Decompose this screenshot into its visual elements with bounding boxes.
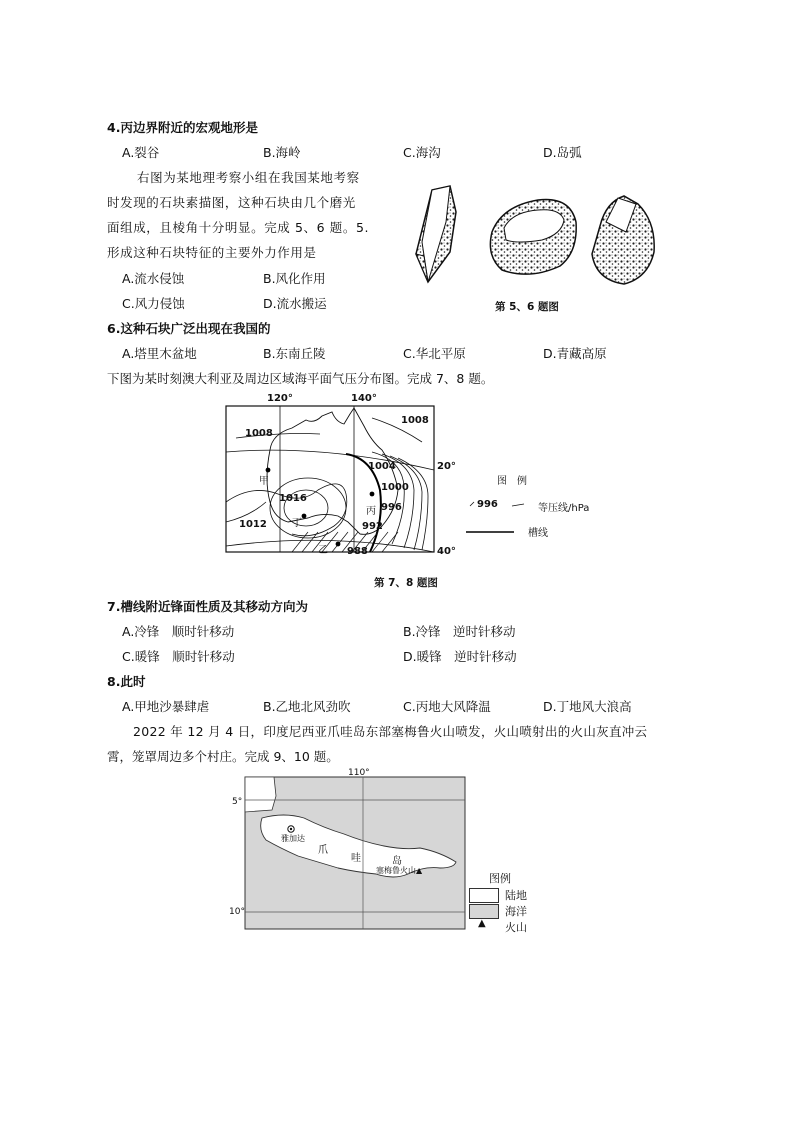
- legend-land-label: 陆地: [505, 889, 527, 902]
- q5-option-b: B.风化作用: [263, 271, 326, 286]
- point-bing: [370, 492, 375, 497]
- q4-option-c: C.海沟: [403, 145, 441, 160]
- isobar-label-1016: 1016: [279, 493, 307, 504]
- jakarta-label: 雅加达: [281, 834, 305, 843]
- q56-intro-line-4: 形成这种石块特征的主要外力作用是: [107, 245, 317, 260]
- point-ding: [302, 514, 307, 519]
- q56-intro-line-1: 右图为某地理考察小组在我国某地考察: [137, 170, 360, 185]
- q7-stem: 7.槽线附近锋面性质及其移动方向为: [107, 599, 308, 614]
- legend-volcano-icon: ▲: [478, 918, 486, 929]
- java-lon-110-label: 110°: [348, 768, 370, 778]
- pressure-legend-trough-text: 槽线: [528, 528, 548, 539]
- q8-option-a: A.甲地沙暴肆虐: [122, 699, 210, 714]
- stone-2: [490, 199, 576, 274]
- java-lat-5-label: 5°: [232, 797, 243, 807]
- q8-option-c: C.丙地大风降温: [403, 699, 491, 714]
- isobar-label-1000: 1000: [381, 482, 409, 493]
- q8-option-b: B.乙地北风劲吹: [263, 699, 351, 714]
- q78-intro: 下图为某时刻澳大利亚及周边区域海平面气压分布图。完成 7、8 题。: [107, 371, 494, 386]
- place-label-ding: 丁: [292, 518, 302, 529]
- q910-intro-line-2: 霄，笼罩周边多个村庄。完成 9、10 题。: [107, 749, 339, 764]
- stone-1: [416, 186, 456, 282]
- q56-intro-line-3: 面组成，且棱角十分明显。完成 5、6 题。5.: [107, 220, 370, 235]
- lat-40-label: 40°: [437, 546, 456, 557]
- q910-intro-line-1: 2022 年 12 月 4 日，印度尼西亚爪哇岛东部塞梅鲁火山喷发，火山喷射出的火山灰直冲云: [133, 724, 648, 739]
- pressure-map-caption: 第 7、8 题图: [374, 577, 438, 589]
- q8-option-d: D.丁地风大浪高: [543, 699, 632, 714]
- q4-option-b: B.海岭: [263, 145, 301, 160]
- q5-option-c: C.风力侵蚀: [122, 296, 185, 311]
- place-label-bing: 丙: [366, 506, 376, 517]
- java-lat-10-label: 10°: [229, 907, 245, 917]
- q7-option-d: D.暖锋 逆时针移动: [403, 649, 517, 664]
- point-yi: [336, 542, 341, 547]
- stone-sketch-figure: [410, 182, 680, 292]
- q6-stem: 6.这种石块广泛出现在我国的: [107, 321, 271, 336]
- place-label-jia: 甲: [259, 476, 269, 487]
- q5-option-d: D.流水搬运: [263, 296, 327, 311]
- pressure-legend-isobar-value: 996: [477, 499, 498, 510]
- pressure-legend-title: 图 例: [497, 476, 527, 487]
- q6-option-a: A.塔里木盆地: [122, 346, 197, 361]
- legend-volcano-label: 火山: [505, 921, 527, 934]
- q5-option-a: A.流水侵蚀: [122, 271, 185, 286]
- sumatra-land: [245, 777, 276, 812]
- island-char-zhao: 爪: [318, 845, 328, 856]
- isobar-label-1004: 1004: [368, 461, 396, 472]
- q6-option-c: C.华北平原: [403, 346, 466, 361]
- java-legend-title: 图例: [489, 872, 511, 885]
- q4-option-d: D.岛弧: [543, 145, 582, 160]
- island-char-wa: 哇: [351, 853, 361, 864]
- lat-20-label: 20°: [437, 461, 456, 472]
- isobar-label-988: 988: [347, 546, 368, 557]
- q7-option-b: B.冷锋 逆时针移动: [403, 624, 516, 639]
- isobar-label-992: 992: [362, 521, 383, 532]
- isobar-label-1008-east: 1008: [401, 415, 429, 426]
- legend-land-swatch: [469, 888, 499, 903]
- volcano-label: 塞梅鲁火山▲: [376, 866, 423, 875]
- lon-140-label: 140°: [351, 393, 377, 404]
- stone-3: [592, 196, 654, 284]
- pressure-legend-isobar-text: 等压线/hPa: [538, 503, 590, 514]
- q6-option-b: B.东南丘陵: [263, 346, 326, 361]
- legend-ocean-label: 海洋: [505, 905, 527, 918]
- q6-option-d: D.青藏高原: [543, 346, 607, 361]
- isobar-label-1008-west: 1008: [245, 428, 273, 439]
- q7-option-a: A.冷锋 顺时针移动: [122, 624, 235, 639]
- lon-120-label: 120°: [267, 393, 293, 404]
- stone-figure-caption: 第 5、6 题图: [495, 301, 559, 313]
- isobar-label-1012: 1012: [239, 519, 267, 530]
- q4-stem: 4.丙边界附近的宏观地形是: [107, 120, 258, 135]
- island-char-dao: 岛: [392, 856, 402, 867]
- q56-intro-line-2: 时发现的石块素描图，这种石块由几个磨光: [107, 195, 356, 210]
- place-label-yi: 乙: [318, 545, 328, 556]
- isobar-label-996: 996: [381, 502, 402, 513]
- legend-ocean-swatch: [469, 904, 499, 919]
- q7-option-c: C.暖锋 顺时针移动: [122, 649, 235, 664]
- q4-option-a: A.裂谷: [122, 145, 160, 160]
- q8-stem: 8.此时: [107, 674, 146, 689]
